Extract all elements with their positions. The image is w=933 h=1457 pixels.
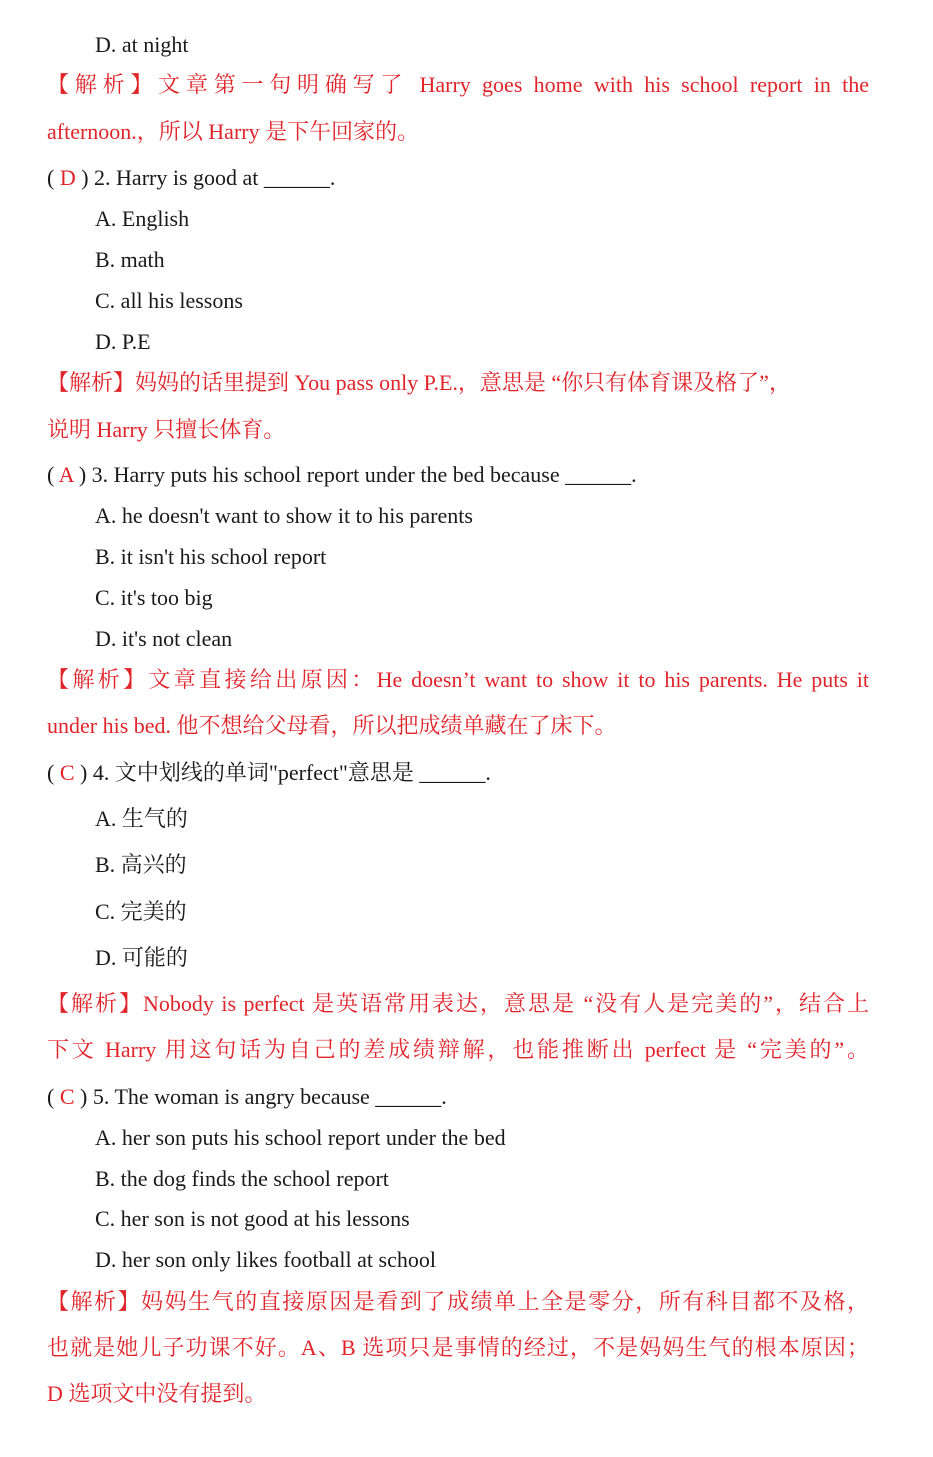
answer-letter: D	[59, 165, 76, 190]
answer-letter: C	[59, 1084, 75, 1109]
analysis-line: 【解析】文章直接给出原因：He doesn’t want to show it to his parents. He puts it	[47, 667, 869, 692]
q5-option-c: C. her son is not good at his lessons	[95, 1206, 410, 1231]
analysis-line: afternoon.，所以 Harry 是下午回家的。	[47, 119, 420, 144]
q3-option-c: C. it's too big	[95, 585, 213, 610]
q2-option-b: B. math	[95, 247, 165, 272]
analysis-line: under his bed. 他不想给父母看，所以把成绩单藏在了床下。	[47, 713, 617, 738]
question-4	[47, 758, 491, 788]
q3-option-a: A. he doesn't want to show it to his parents	[95, 503, 473, 528]
question-5	[47, 1082, 447, 1112]
analysis-line: 下文 Harry 用这句话为自己的差成绩辩解，也能推断出 perfect 是 “完美的”。	[47, 1037, 869, 1062]
answer-letter: A	[58, 462, 74, 487]
q5-option-d: D. her son only likes football at school	[95, 1247, 436, 1272]
question-2	[47, 163, 335, 193]
question-stem: ) 3. Harry puts his school report under the bed because ______.	[73, 462, 637, 487]
question-stem: ) 4. 文中划线的单词"perfect"意思是 ______.	[74, 760, 491, 785]
bracket-open: (	[47, 165, 60, 190]
q4-option-a: A. 生气的	[95, 806, 188, 831]
q4-option-d: D. 可能的	[95, 945, 188, 970]
q2-option-a: A. English	[95, 206, 190, 231]
question-stem: ) 5. The woman is angry because ______.	[74, 1084, 447, 1109]
analysis-line: 【解析】妈妈生气的直接原因是看到了成绩单上全是零分，所有科目都不及格，	[47, 1289, 869, 1314]
q2-option-d: D. P.E	[95, 329, 151, 354]
question-stem: ) 2. Harry is good at ______.	[75, 165, 336, 190]
q4-option-c: C. 完美的	[95, 899, 187, 924]
q5-option-a: A. her son puts his school report under the bed	[95, 1125, 506, 1150]
answer-letter: C	[59, 760, 75, 785]
q2-option-c: C. all his lessons	[95, 288, 243, 313]
analysis-line: 【解析】文章第一句明确写了 Harry goes home with his school report in the	[47, 72, 869, 97]
bracket-open: (	[47, 1084, 60, 1109]
analysis-line: 【解析】妈妈的话里提到 You pass only P.E.，意思是 “你只有体育课及格了”，	[47, 370, 791, 395]
bracket-open: (	[47, 760, 60, 785]
analysis-line: 【解析】Nobody is perfect 是英语常用表达，意思是 “没有人是完美的”，结合上	[47, 991, 869, 1016]
analysis-line: 也就是她儿子功课不好。A、B 选项只是事情的经过，不是妈妈生气的根本原因；	[47, 1335, 869, 1360]
analysis-line: D 选项文中没有提到。	[47, 1381, 267, 1406]
analysis-line: 说明 Harry 只擅长体育。	[47, 417, 286, 442]
q5-option-b: B. the dog finds the school report	[95, 1166, 389, 1191]
q3-option-d: D. it's not clean	[95, 626, 233, 651]
q4-option-b: B. 高兴的	[95, 852, 187, 877]
question-3	[47, 460, 637, 490]
bracket-open: (	[47, 462, 59, 487]
q1-option-d: D. at night	[95, 32, 189, 57]
q3-option-b: B. it isn't his school report	[95, 544, 327, 569]
